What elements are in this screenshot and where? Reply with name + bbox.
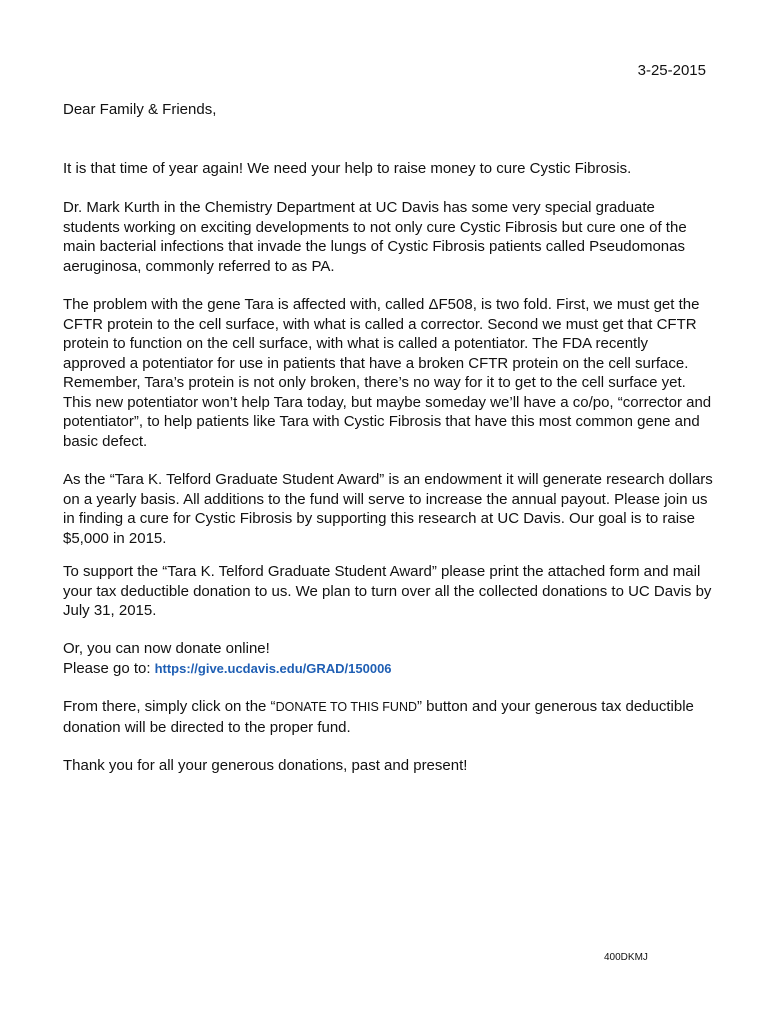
paragraph-gene-problem: The problem with the gene Tara is affected with, called ΔF508, is two fold. First, we must get the CFTR protein to the cell surface, with what is called a corrector. Second we must get that CFTR protein to function on the cell surface, with what is called a potentiator. The FDA recently approved a potentiator for use in patients that have a broken CFTR protein on the cell surface. Remember, Tara’s protein is not only broken, there’s no way for it to get to the cell surface yet. This new potentiator won’t help Tara today, but maybe someday we’ll have a co/po, “corrector and potentiator”, to help patients like Tara with Cystic Fibrosis that have this most common gene and basic defect.	[63, 296, 712, 450]
letter-date: 3-25-2015	[637, 62, 706, 79]
donate-online-line: Or, you can now donate online!	[63, 640, 270, 657]
donation-link[interactable]: https://give.ucdavis.edu/GRAD/150006	[154, 660, 392, 676]
paragraph-intro: It is that time of year again! We need your help to raise money to cure Cystic Fibrosis.	[63, 160, 632, 177]
footer-code: 400DKMJ	[604, 952, 648, 963]
paragraph-endowment: As the “Tara K. Telford Graduate Student Award” is an endowment it will generate research dollars on a yearly basis. All additions to the fund will serve to increase the annual payout. Please join us in finding a cure for Cystic Fibrosis by supporting this research at UC Davis. Our goal is to raise $5,000 in 2015.	[63, 471, 713, 547]
donate-button-name: DONATE TO THIS FUND	[275, 700, 418, 714]
instructions-after: ” button and your generous tax deductible donation will be directed to the proper fund.	[63, 698, 694, 736]
paragraph-donate-online	[63, 639, 713, 678]
paragraph-thanks: Thank you for all your generous donations, past and present!	[63, 757, 468, 774]
instructions-before: From there, simply click on the “	[63, 698, 276, 715]
donate-online-prefix: Please go to:	[63, 659, 151, 677]
paragraph-support: To support the “Tara K. Telford Graduate Student Award” please print the attached form and mail your tax deductible donation to us. We plan to turn over all the collected donations to UC Davis by July 31, 2015.	[63, 563, 712, 619]
paragraph-research: Dr. Mark Kurth in the Chemistry Department at UC Davis has some very special graduate students working on exciting developments to not only cure Cystic Fibrosis but cure one of the main bacterial infections that invade the lungs of Cystic Fibrosis patients called Pseudomonas aeruginosa, commonly referred to as PA.	[63, 199, 687, 275]
greeting: Dear Family & Friends,	[63, 101, 217, 118]
paragraph-instructions	[63, 697, 713, 737]
